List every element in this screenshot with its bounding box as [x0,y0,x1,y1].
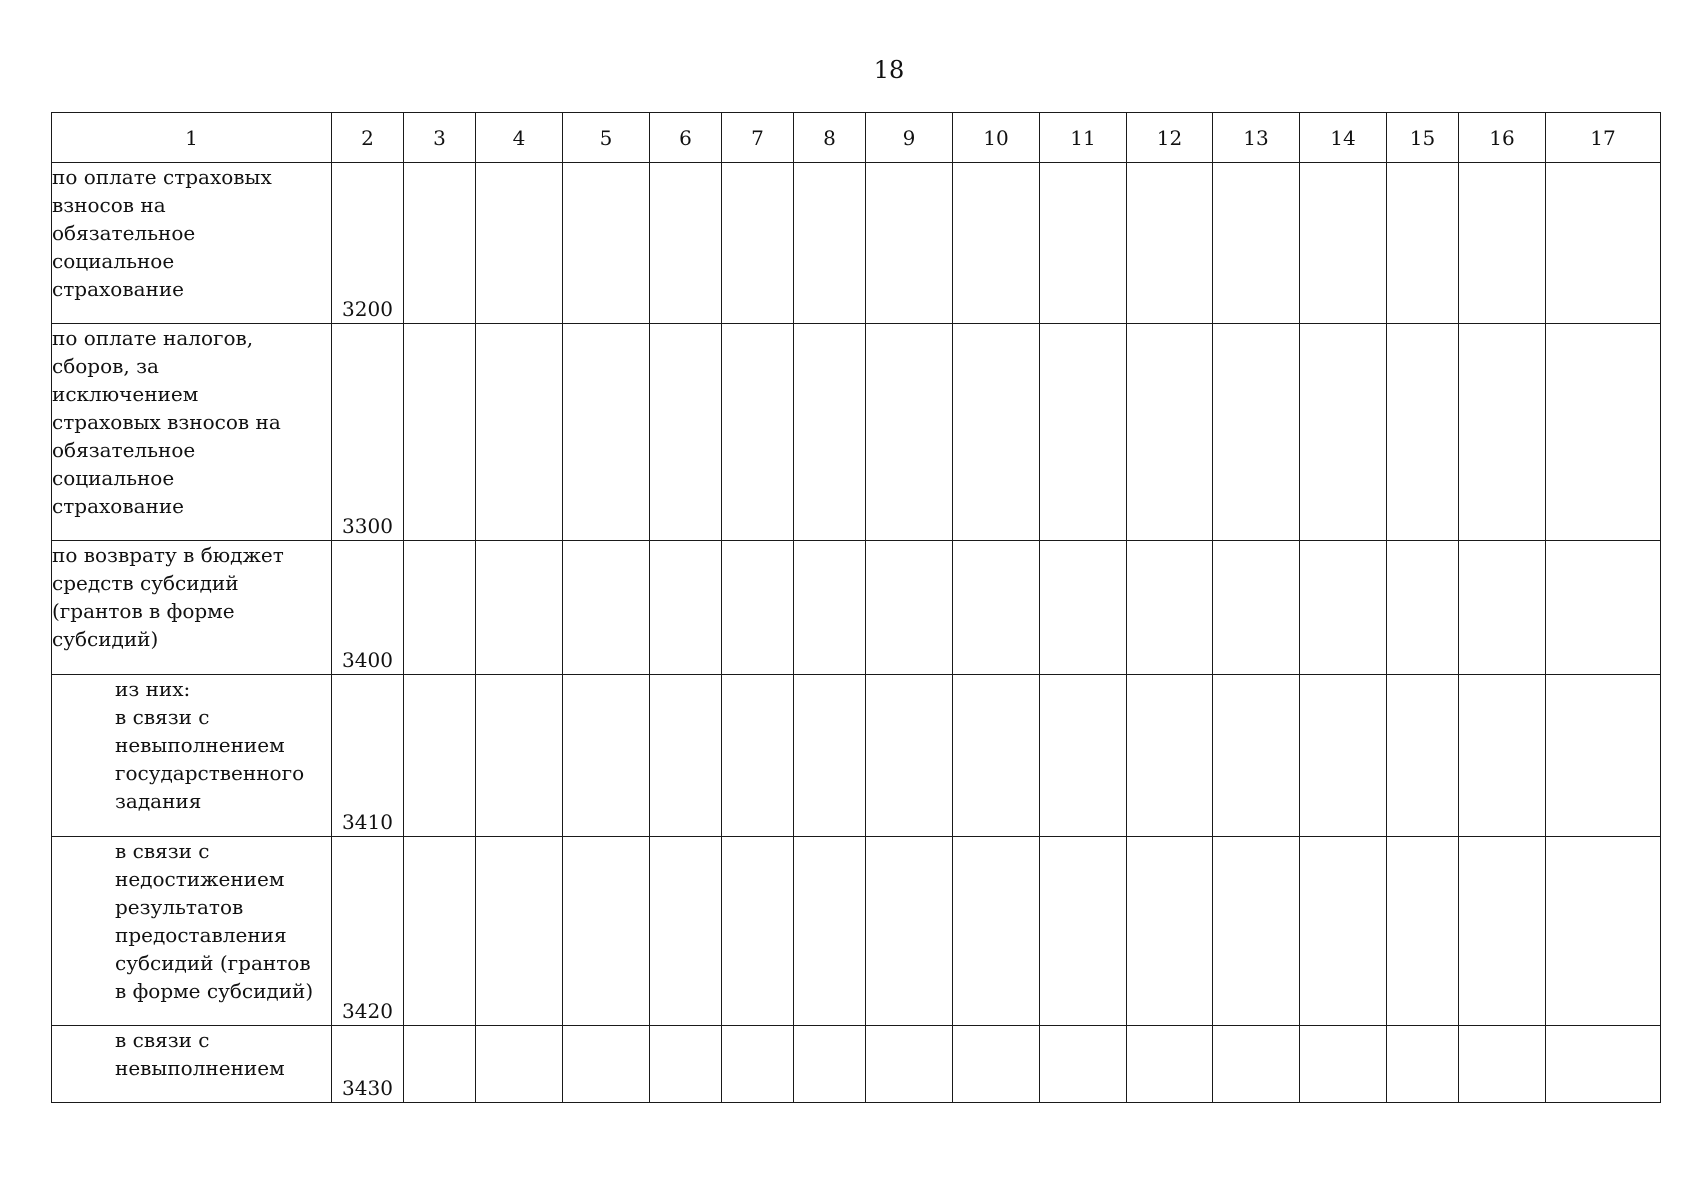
data-cell [404,1026,476,1103]
data-cell [1387,837,1459,1026]
column-header: 11 [1040,113,1127,163]
data-cell [1127,675,1213,837]
data-cell [953,837,1040,1026]
data-cell [404,163,476,324]
column-header: 12 [1127,113,1213,163]
table-row [52,324,1661,541]
data-cell [476,541,563,675]
data-cell [404,675,476,837]
row-label: по оплате страховых взносов на обязательное социальное страхование [52,163,332,324]
data-cell [563,837,650,1026]
data-cell [1459,541,1546,675]
page-number: 18 [873,56,905,84]
data-cell [1459,675,1546,837]
data-cell [1300,675,1387,837]
report-table [51,112,1661,1103]
header-row [52,113,1661,163]
data-cell [953,541,1040,675]
data-cell [476,1026,563,1103]
data-cell [722,675,794,837]
data-cell [1213,541,1300,675]
data-cell [1213,837,1300,1026]
row-code: 3400 [332,541,404,675]
column-header: 15 [1387,113,1459,163]
data-cell [1459,324,1546,541]
data-cell [953,675,1040,837]
data-cell [1127,163,1213,324]
data-cell [953,324,1040,541]
data-cell [563,163,650,324]
column-header: 16 [1459,113,1546,163]
column-header: 10 [953,113,1040,163]
data-cell [650,675,722,837]
row-code: 3200 [332,163,404,324]
data-cell [1546,1026,1661,1103]
data-cell [1040,324,1127,541]
data-cell [1127,324,1213,541]
data-cell [1387,1026,1459,1103]
row-label: в связи с невыполнением [52,1026,332,1103]
data-cell [1459,837,1546,1026]
row-label: по оплате налогов, сборов, за исключением страховых взносов на обязательное социальное страхование [52,324,332,541]
data-cell [1127,837,1213,1026]
data-cell [866,837,953,1026]
column-header: 6 [650,113,722,163]
data-cell [1300,324,1387,541]
data-cell [722,163,794,324]
column-header: 13 [1213,113,1300,163]
column-header: 5 [563,113,650,163]
data-cell [1213,163,1300,324]
data-cell [476,163,563,324]
data-cell [563,1026,650,1103]
row-label: по возврату в бюджет средств субсидий (грантов в форме субсидий) [52,541,332,675]
column-header: 3 [404,113,476,163]
data-cell [650,163,722,324]
data-cell [650,1026,722,1103]
data-cell [953,163,1040,324]
data-cell [404,541,476,675]
data-cell [866,163,953,324]
data-cell [1546,541,1661,675]
data-cell [866,675,953,837]
column-header: 2 [332,113,404,163]
data-cell [1546,163,1661,324]
data-cell [722,837,794,1026]
table-row [52,1026,1661,1103]
data-cell [1546,675,1661,837]
table-row [52,163,1661,324]
data-cell [1387,541,1459,675]
data-cell [1213,675,1300,837]
table-row [52,675,1661,837]
data-cell [476,324,563,541]
data-cell [1546,837,1661,1026]
column-header: 4 [476,113,563,163]
data-cell [1040,1026,1127,1103]
data-cell [476,675,563,837]
data-cell [1040,541,1127,675]
row-label: из них: в связи с невыполнением государственного задания [52,675,332,837]
row-code: 3430 [332,1026,404,1103]
data-cell [1127,541,1213,675]
data-cell [1300,163,1387,324]
data-cell [1300,837,1387,1026]
column-header: 14 [1300,113,1387,163]
data-cell [1040,675,1127,837]
data-cell [1040,837,1127,1026]
data-cell [866,324,953,541]
data-cell [650,541,722,675]
data-cell [794,1026,866,1103]
data-cell [794,837,866,1026]
data-cell [866,1026,953,1103]
data-cell [1300,541,1387,675]
column-header: 7 [722,113,794,163]
data-cell [1300,1026,1387,1103]
data-cell [794,541,866,675]
row-code: 3300 [332,324,404,541]
data-cell [866,541,953,675]
data-cell [1213,1026,1300,1103]
data-cell [1546,324,1661,541]
data-cell [1387,163,1459,324]
table-body [52,163,1661,1103]
data-cell [1459,1026,1546,1103]
column-header: 17 [1546,113,1661,163]
data-cell [1127,1026,1213,1103]
data-cell [650,837,722,1026]
data-cell [563,324,650,541]
row-code: 3410 [332,675,404,837]
table-row [52,837,1661,1026]
data-cell [722,541,794,675]
data-cell [794,675,866,837]
data-cell [722,1026,794,1103]
data-cell [794,324,866,541]
data-cell [476,837,563,1026]
data-cell [563,675,650,837]
data-cell [563,541,650,675]
data-cell [722,324,794,541]
data-cell [1213,324,1300,541]
data-cell [1387,675,1459,837]
row-label: в связи с недостижением результатов предоставления субсидий (грантов в форме субсидий) [52,837,332,1026]
column-header: 9 [866,113,953,163]
data-cell [1459,163,1546,324]
column-header: 8 [794,113,866,163]
data-cell [404,324,476,541]
data-cell [404,837,476,1026]
data-cell [1040,163,1127,324]
data-cell [650,324,722,541]
data-cell [794,163,866,324]
data-cell [1387,324,1459,541]
data-cell [953,1026,1040,1103]
row-code: 3420 [332,837,404,1026]
table-row [52,541,1661,675]
column-header: 1 [52,113,332,163]
